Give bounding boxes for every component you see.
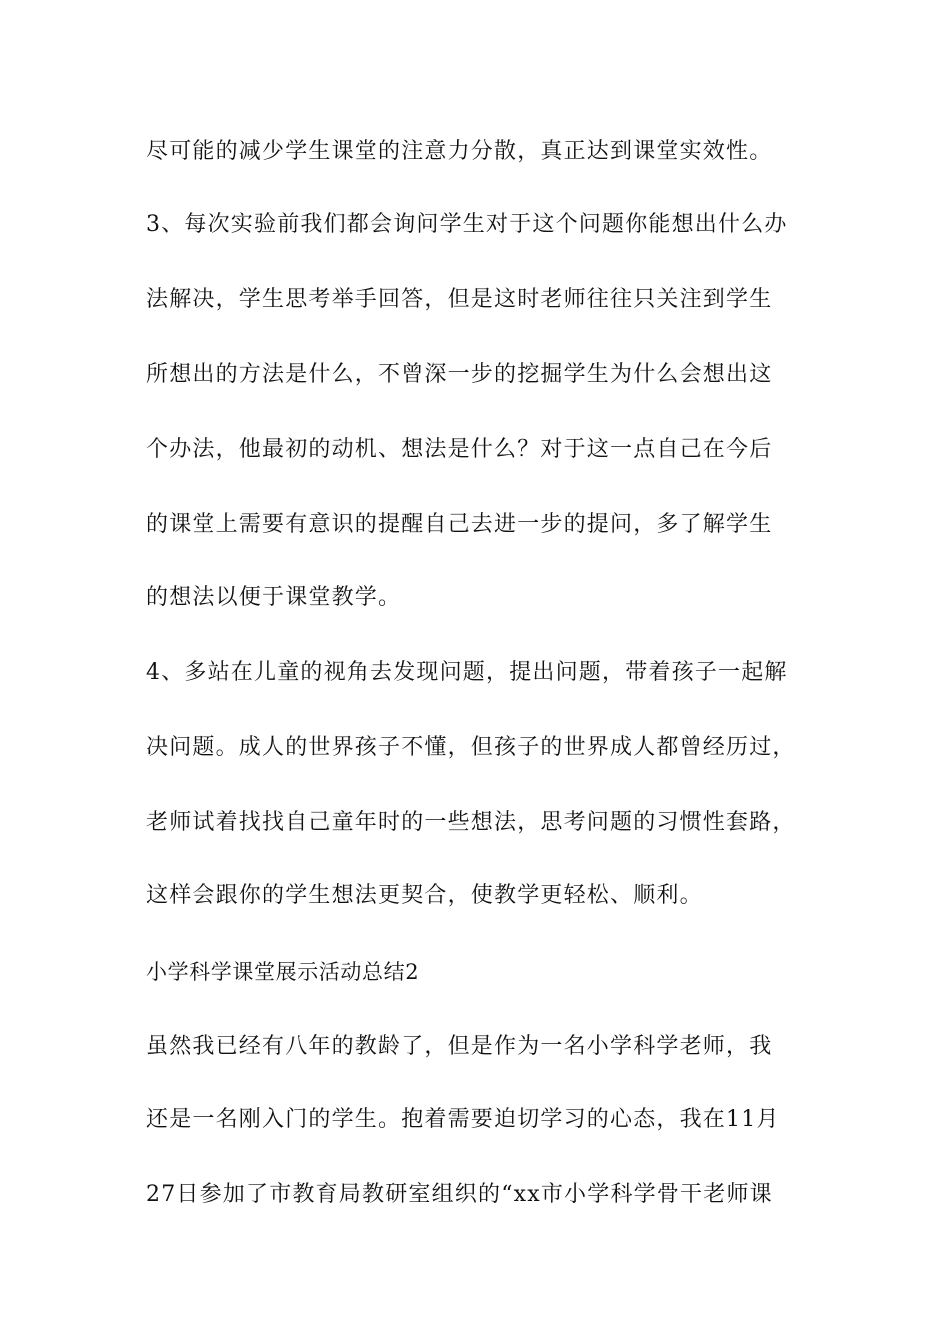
paragraph-line: 老师试着找找自己童年时的一些想法，思考问题的习惯性套路，	[146, 810, 796, 835]
paragraph-line: 3、每次实验前我们都会询问学生对于这个问题你能想出什么办	[146, 212, 788, 237]
paragraph-line: 这样会跟你的学生想法更契合，使教学更轻松、顺利。	[146, 883, 703, 908]
paragraph-line: 法解决，学生思考举手回答，但是这时老师往往只关注到学生	[146, 287, 773, 312]
paragraph-line: 所想出的方法是什么，不曾深一步的挖掘学生为什么会想出这	[146, 362, 773, 387]
paragraph-line: 的课堂上需要有意识的提醒自己去进一步的提问，多了解学生	[146, 512, 773, 537]
paragraph-line: 4、多站在儿童的视角去发现问题，提出问题，带着孩子一起解	[146, 660, 788, 685]
paragraph-line: 虽然我已经有八年的教龄了，但是作为一名小学科学老师，我	[146, 1034, 773, 1059]
paragraph-line: 尽可能的减少学生课堂的注意力分散，真正达到课堂实效性。	[146, 139, 773, 164]
paragraph-line: 还是一名刚入门的学生。抱着需要迫切学习的心态，我在11月	[146, 1107, 780, 1132]
paragraph-line: 的想法以便于课堂教学。	[146, 585, 402, 610]
section-heading: 小学科学课堂展示活动总结2	[146, 960, 420, 984]
paragraph-line: 个办法，他最初的动机、想法是什么？对于这一点自己在今后	[146, 437, 773, 462]
paragraph-line: 27日参加了市教育局教研室组织的“xx市小学科学骨干老师课	[146, 1182, 773, 1207]
paragraph-line: 决问题。成人的世界孩子不懂，但孩子的世界成人都曾经历过，	[146, 735, 796, 760]
